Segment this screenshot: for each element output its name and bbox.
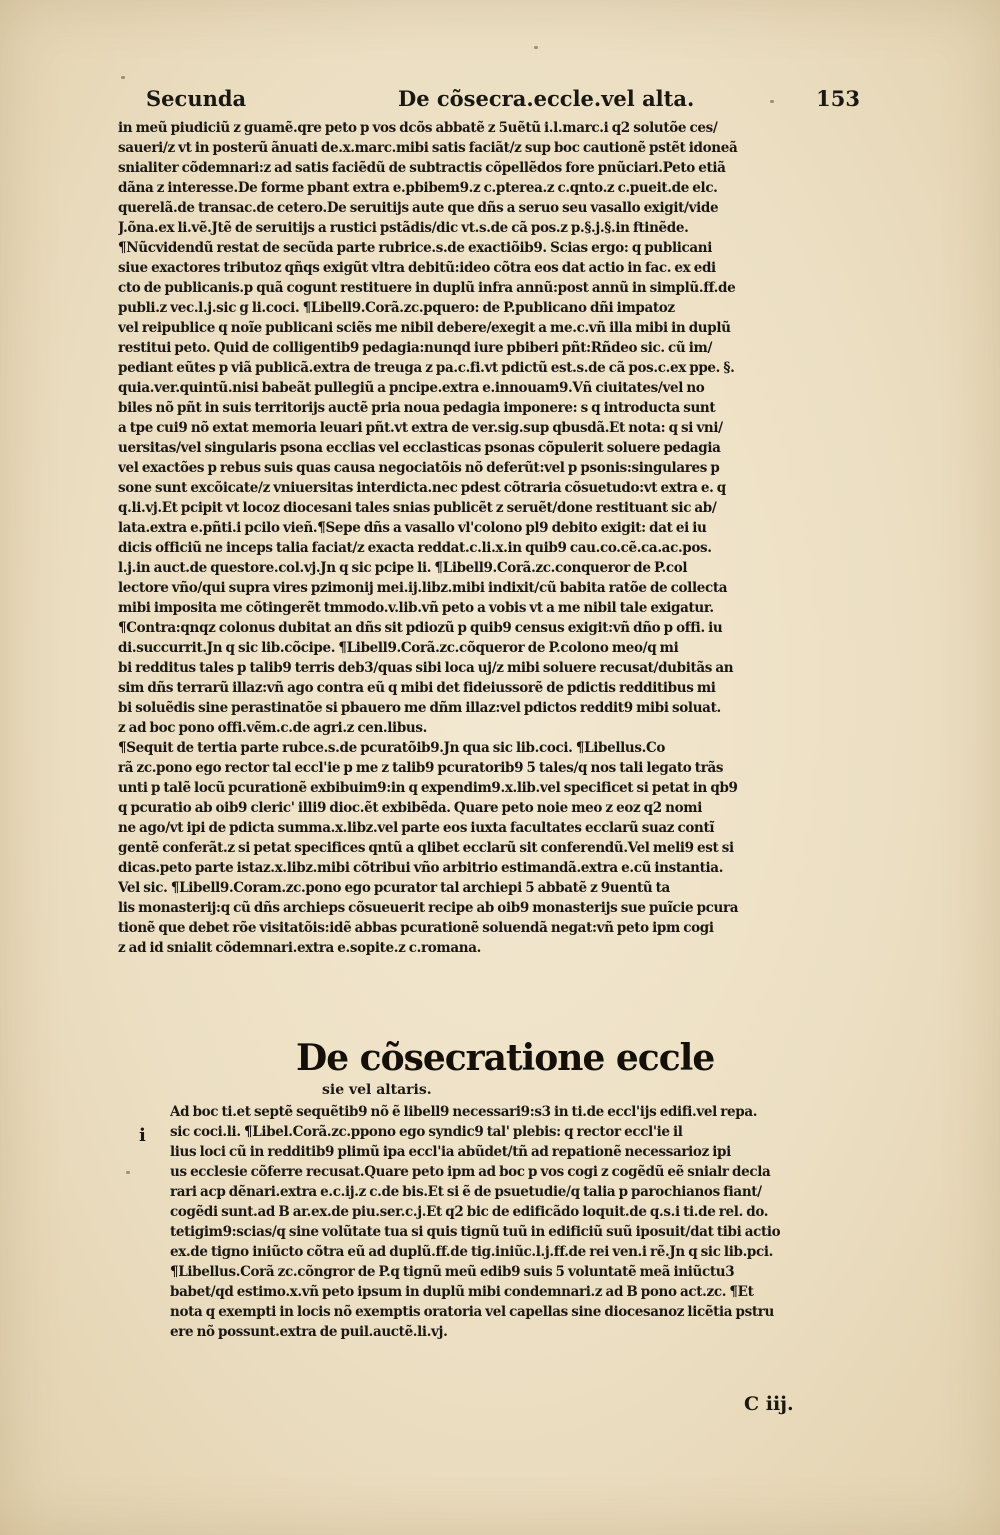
text-line: cogẽdi sunt.ad B ar.ex.de piu.ser.c.j.Et q2 bic de edificãdo loquit.de q.s.i ti.de rel. do. — [170, 1204, 769, 1220]
text-line: Vel sic. ¶Libell9.Coram.zc.pono ego pcurator tal archiepi 5 abbatẽ z 9uentũ ta — [118, 880, 670, 896]
ink-speck — [121, 76, 125, 79]
text-line: vel reipublice q noĩe publicani sciẽs me nibil debere/exegit a me.c.vñ illa mibi in duplũ — [118, 320, 731, 336]
text-line: ne ago/vt ipi de pdicta summa.x.libz.vel parte eos iuxta facultates ecclarũ suaz contĩ — [118, 820, 715, 836]
marginal-letter: i — [139, 1125, 146, 1146]
text-line: bi soluẽdis sine perastinatõe si pbauero me dñm illaz:vel pdictos reddit9 mibi soluat. — [118, 700, 721, 716]
text-line: us ecclesie cõferre recusat.Quare peto ipm ad boc p vos cogi z cogẽdũ eẽ snialr decla — [170, 1164, 771, 1180]
text-line: z ad id snialit cõdemnari.extra e.sopite.z c.romana. — [118, 940, 481, 956]
text-line: nota q exempti in locis nõ exemptis oratoria vel capellas sine diocesanoz licẽtia pstru — [170, 1304, 774, 1320]
text-line: vel exactões p rebus suis quas causa negociatõis nõ deferũt:vel p psonis:singulares p — [118, 460, 720, 476]
text-line: sim dñs terrarũ illaz:vñ ago contra eũ q mibi det fideiussorẽ de pdictis redditibus mi — [118, 680, 716, 696]
text-line: siue exactores tributoz qñqs exigũt vltra debitũ:ideo cõtra eos dat actio in fac. ex edi — [118, 260, 716, 276]
text-line: l.j.in auct.de questore.col.vj.Jn q sic pcipe li. ¶Libell9.Corã.zc.conqueror de P.col — [118, 560, 688, 576]
text-line: dãna z interesse.De forme pbant extra e.pbibem9.z c.pterea.z c.qnto.z c.pueit.de elc. — [118, 180, 718, 196]
text-line: rã zc.pono ego rector tal eccl'ie p me z talib9 pcuratorib9 5 tales/q nos tali legato trãs — [118, 760, 724, 776]
text-line: Ad boc ti.et septẽ sequẽtib9 nõ ẽ libell9 necessari9:s3 in ti.de eccl'ijs edifi.vel repa. — [170, 1104, 758, 1120]
text-line: di.succurrit.Jn q sic lib.cõcipe. ¶Libell9.Corã.zc.cõqueror de P.colono meo/q mi — [118, 640, 679, 656]
header-title: De cõsecra.eccle.vel alta. — [398, 86, 695, 111]
text-line: lata.extra e.pñti.i pcilo vieñ.¶Sepe dñs a vasallo vl'colono pl9 debito exigit: dat ei iu — [118, 520, 707, 536]
text-line: in meũ piudiciũ z guamẽ.qre peto p vos dcõs abbatẽ z 5uẽtũ i.l.marc.i q2 solutõe ces/ — [118, 120, 718, 136]
header-left: Secunda — [146, 86, 247, 111]
text-line: restitui peto. Quid de colligentib9 pedagia:nunqd iure pbiberi pñt:Rñdeo sic. cũ im/ — [118, 340, 713, 356]
body-text — [118, 118, 866, 958]
text-line: dicas.peto parte istaz.x.libz.mibi cõtribui vño arbitrio estimandã.extra e.cũ instantia. — [118, 860, 724, 876]
text-line: tetigim9:scias/q sine volũtate tua si quis tignũ tuũ in edificiũ suũ iposuit/dat tibi actio — [170, 1224, 781, 1240]
section-heading: De cõsecratione eccle — [296, 1037, 715, 1079]
text-line: quia.ver.quintũ.nisi babeãt pullegiũ a pncipe.extra e.innouam9.Vñ ciuitates/vel no — [118, 380, 705, 396]
ink-speck — [534, 46, 538, 49]
section-text — [170, 1102, 866, 1342]
running-header — [140, 84, 860, 114]
text-line: q pcuratio ab oib9 cleric' illi9 dioc.ẽt exbibẽda. Quare peto noie meo z eoz q2 nomi — [118, 800, 702, 816]
text-line: ¶Sequit de tertia parte rubce.s.de pcuratõib9.Jn qua sic lib.coci. ¶Libellus.Co — [118, 740, 666, 756]
text-line: sone sunt excõicate/z vniuersitas interdicta.nec pdest cõtraria cõsuetudo:vt extra e. q — [118, 480, 726, 496]
text-line: lectore vño/qui supra vires pzimonij mei.ij.libz.mibi indixit/cũ babita ratõe de collecta — [118, 580, 728, 596]
text-line: ¶Nũcvidendũ restat de secũda parte rubrice.s.de exactiõib9. Scias ergo: q publicani — [118, 240, 713, 256]
text-line: pediant eũtes p viã publicã.extra de treuga z pa.c.fi.vt pdictũ est.s.de cã pos.c.ex ppe. §. — [118, 360, 735, 376]
text-line: biles nõ pñt in suis territorijs auctẽ pria noua pedagia imponere: s q introducta sunt — [118, 400, 716, 416]
text-line: q.li.vj.Et pcipit vt locoz diocesani tales snias publicẽt z seruẽt/done restituant sic ab/ — [118, 500, 717, 516]
text-line: ¶Libellus.Corã zc.cõngror de P.q tignũ meũ edib9 suis 5 voluntatẽ meã iniũctu3 — [170, 1264, 735, 1280]
text-line: cto de publicanis.p quã cogunt restituere in duplũ infra annũ:post annũ in simplũ.ff.de — [118, 280, 736, 296]
text-line: ex.de tigno iniũcto cõtra eũ ad duplũ.ff.de tig.iniũc.l.j.ff.de rei ven.i rẽ.Jn q sic lib.pci. — [170, 1244, 774, 1260]
text-line: bi redditus tales p talib9 terris deb3/quas sibi loca uj/z mibi soluere recusat/dubitãs an — [118, 660, 734, 676]
text-line: rari acp dẽnari.extra e.c.ij.z c.de bis.Et si ẽ de psuetudie/q talia p parochianos fiant/ — [170, 1184, 762, 1200]
text-line: ere nõ possunt.extra de puil.auctẽ.li.vj. — [170, 1324, 448, 1340]
text-line: J.õna.ex li.vẽ.Jtẽ de seruitijs a rustici pstãdis/dic vt.s.de cã pos.z p.§.j.§.in ftinẽde. — [118, 220, 689, 236]
ink-speck — [770, 100, 774, 103]
text-line: lis monasterij:q cũ dñs archieps cõsueuerit recipe ab oib9 monasterijs sue puĩcie pcura — [118, 900, 739, 916]
page-number: 153 — [816, 86, 860, 111]
text-line: tionẽ que debet rõe visitatõis:idẽ abbas pcurationẽ soluendã negat:vñ peto ipm cogi — [118, 920, 714, 936]
text-line: a tpe cui9 nõ extat memoria leuari pñt.vt extra de ver.sig.sup qbusdã.Et nota: q si vni/ — [118, 420, 723, 436]
text-line: sic coci.li. ¶Libel.Corã.zc.ppono ego syndic9 tal' plebis: q rector eccl'ie il — [170, 1124, 683, 1140]
text-line: saueri/z vt in posterũ ãnuati de.x.marc.mibi satis faciãt/z sup boc cautionẽ pstẽt idoneã — [118, 140, 738, 156]
signature-mark: C iij. — [744, 1393, 794, 1415]
text-line: ¶Contra:qnqz colonus dubitat an dñs sit pdiozũ p quib9 census exigit:vñ dño p offi. iu — [118, 620, 723, 636]
text-line: publi.z vec.l.j.sic g li.coci. ¶Libell9.Corã.zc.pquero: de P.publicano dñi impatoz — [118, 300, 675, 316]
text-line: gentẽ conferãt.z si petat specifices qntũ a qlibet ecclarũ sit conferendũ.Vel meli9 est si — [118, 840, 734, 856]
text-line: z ad boc pono offi.vẽm.c.de agri.z cen.libus. — [118, 720, 427, 736]
text-line: snialiter cõdemnari:z ad satis faciẽdũ de subtractis cõpellẽdos fore pnũciari.Peto etiã — [118, 160, 726, 176]
text-line: mibi imposita me cõtingerẽt tmmodo.v.lib.vñ peto a vobis vt a me nibil tale exigatur. — [118, 600, 714, 616]
text-line: querelã.de transac.de cetero.De seruitijs aute que dñs a seruo seu vasallo exigit/vide — [118, 200, 719, 216]
ink-speck — [126, 1171, 130, 1174]
section-heading-continuation: sie vel altaris. — [322, 1082, 432, 1098]
text-line: lius loci cũ in redditib9 plimũ ipa eccl'ia abũdet/tñ ad repationẽ necessarioz ipi — [170, 1144, 731, 1160]
text-line: babet/qd estimo.x.vñ peto ipsum in duplũ mibi condemnari.z ad B pono act.zc. ¶Et — [170, 1284, 754, 1300]
text-line: unti p talẽ locũ pcurationẽ exbibuim9:in q expendim9.x.lib.vel specificet si petat in qb9 — [118, 780, 738, 796]
text-line: uersitas/vel singularis psona ecclias vel ecclasticas psonas cõpulerit soluere pedagia — [118, 440, 721, 456]
text-line: dicis officiũ ne inceps talia faciat/z exacta reddat.c.li.x.in quib9 cau.co.cẽ.ca.ac.pos. — [118, 540, 712, 556]
